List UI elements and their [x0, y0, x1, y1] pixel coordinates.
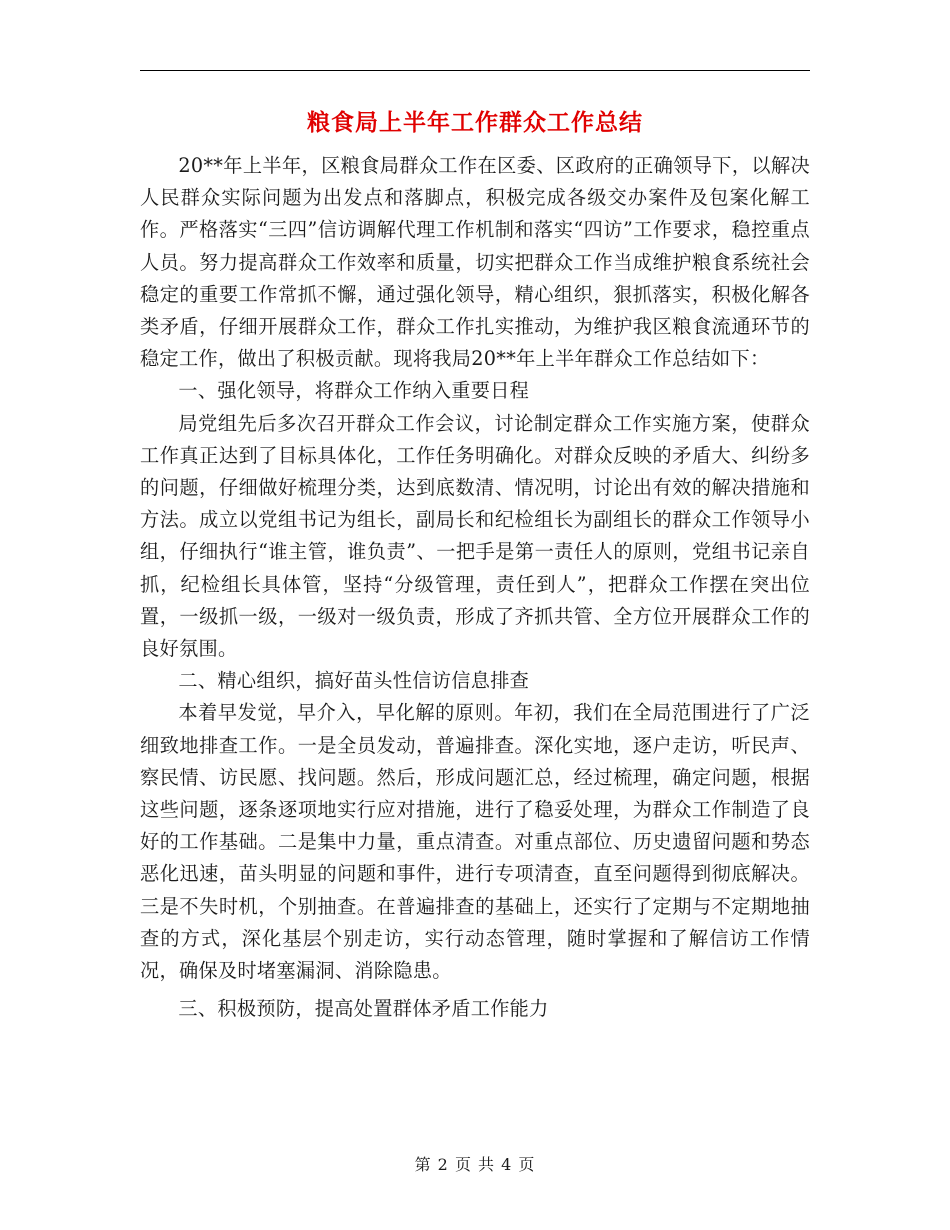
page-number: 第 2 页 共 4 页	[414, 1155, 536, 1174]
intro-paragraph: 20**年上半年，区粮食局群众工作在区委、区政府的正确领导下，以解决人民群众实际问题为出发点和落脚点，积极完成各级交办案件及包案化解工作。严格落实“三四”信访调解代理工作机制和落实“四访”工作要求，稳控重点人员。努力提高群众工作效率和质量，切实把群众工作当成维护粮食系统社会稳定的重要工作常抓不懈，通过强化领导，精心组织，狠抓落实，积极化解各类矛盾，仔细开展群众工作，群众工作扎实推动，为维护我区粮食流通环节的稳定工作，做出了积极贡献。现将我局20**年上半年群众工作总结如下：	[140, 154, 810, 371]
section-1-paragraph: 局党组先后多次召开群众工作会议，讨论制定群众工作实施方案，使群众工作真正达到了目标具体化，工作任务明确化。对群众反映的矛盾大、纠纷多的问题，仔细做好梳理分类，达到底数清、情况明，讨论出有效的解决措施和方法。成立以党组书记为组长，副局长和纪检组长为副组长的群众工作领导小组，仔细执行“谁主管，谁负责”、一把手是第一责任人的原则，党组书记亲自抓，纪检组长具体管，坚持“分级管理，责任到人”，把群众工作摆在突出位置，一级抓一级，一级对一级负责，形成了齐抓共管、全方位开展群众工作的良好氛围。	[140, 411, 810, 661]
document-body	[140, 150, 810, 1025]
document-title: 粮食局上半年工作群众工作总结	[307, 109, 643, 136]
section-2-paragraph: 本着早发觉，早介入，早化解的原则。年初，我们在全局范围进行了广泛细致地排查工作。一是全员发动，普遍排查。深化实地，逐户走访，听民声、察民情、访民愿、找问题。然后，形成问题汇总，经过梳理，确定问题，根据这些问题，逐条逐项地实行应对措施，进行了稳妥处理，为群众工作制造了良好的工作基础。二是集中力量，重点清查。对重点部位、历史遗留问题和势态恶化迅速，苗头明显的问题和事件，进行专项清查，直至问题得到彻底解决。三是不失时机，个别抽查。在普遍排查的基础上，还实行了定期与不定期地抽查的方式，深化基层个别走访，实行动态管理，随时掌握和了解信访工作情况，确保及时堵塞漏洞、消除隐患。	[140, 701, 810, 983]
section-heading-3: 三、积极预防，提高处置群体矛盾工作能力	[178, 997, 549, 1021]
header-rule	[140, 70, 810, 71]
section-heading-2: 二、精心组织，搞好苗头性信访信息排查	[178, 669, 530, 693]
section-heading-1: 一、强化领导，将群众工作纳入重要日程	[178, 379, 530, 403]
